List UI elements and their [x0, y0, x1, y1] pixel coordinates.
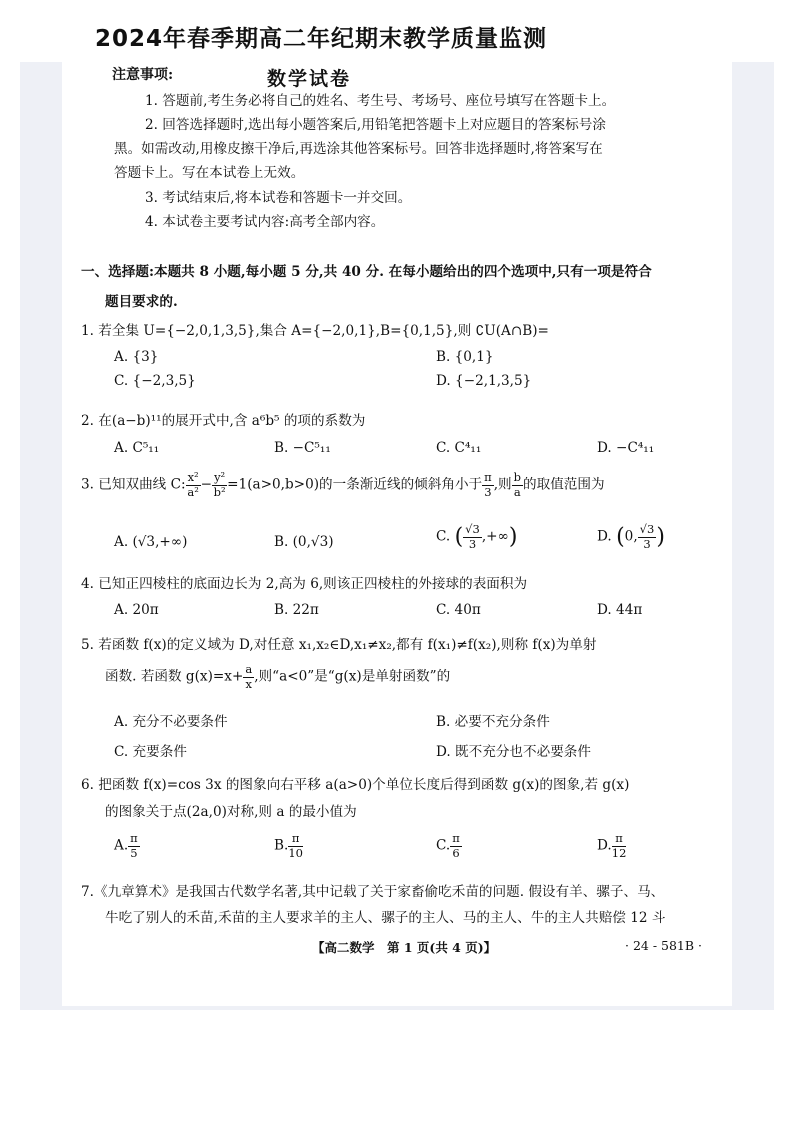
notice-item-2-line-2: 黑。如需改动,用橡皮擦干净后,再选涂其他答案标号。回答非选择题时,将答案写在	[114, 141, 603, 157]
notice-item-4: 4. 本试卷主要考试内容:高考全部内容。	[145, 214, 385, 230]
q4-option-c: C. 40π	[436, 602, 481, 618]
question-5-line-2: 函数. 若函数 g(x)=x+ $\frac{a}{x}$ ,则“a<0”是“g(x)是单射函数”的	[105, 662, 451, 691]
section-1-heading: 一、选择题:本题共 8 小题,每小题 5 分,共 40 分. 在每小题给出的四个选项中,只有一项是符合	[81, 264, 652, 280]
q1-option-d: D. {−2,1,3,5}	[436, 373, 532, 389]
question-7-line-2: 牛吃了别人的禾苗,禾苗的主人要求羊的主人、骡子的主人、马的主人、牛的主人共赔偿 12 斗	[105, 910, 666, 926]
notice-item-2-line-1: 2. 回答选择题时,选出每小题答案后,用铅笔把答题卡上对应题目的答案标号涂	[145, 117, 606, 133]
exam-title: 2024年春季期高二年纪期末教学质量监测	[95, 26, 548, 52]
q6-option-c: C. $\frac{\pi}{6}$	[436, 831, 460, 860]
q3-option-d: D. (0, $\frac{√3}{3}$ )	[597, 522, 665, 551]
section-1-heading-cont: 题目要求的.	[105, 294, 178, 310]
q6-option-b: B. $\frac{\pi}{10}$	[274, 831, 303, 860]
q3-option-a: A. (√3,+∞)	[114, 534, 188, 550]
q3-fraction-y2-b2: $\frac{\text{y²}}{\text{b²}}$	[213, 470, 226, 499]
q6-option-d: D. $\frac{\pi}{12}$	[597, 831, 627, 860]
q5-option-d: D. 既不充分也不必要条件	[436, 744, 591, 760]
question-3-stem	[81, 472, 605, 498]
q3-option-b: B. (0,√3)	[274, 534, 334, 550]
q1-option-a: A. {3}	[114, 349, 159, 365]
q3-fraction-pi-3: $\frac{\pi}{3}$	[484, 470, 492, 499]
q4-option-a: A. 20π	[114, 602, 159, 618]
question-5-line-1: 5. 若函数 f(x)的定义域为 D,对任意 x₁,x₂∈D,x₁≠x₂,都有 f(x₁)≠f(x₂),则称 f(x)为单射	[81, 637, 597, 653]
q2-option-c: C. C⁴₁₁	[436, 440, 482, 456]
question-7-line-1: 7.《九章算术》是我国古代数学名著,其中记载了关于家畜偷吃禾苗的问题. 假设有羊、骡子、马、	[81, 884, 665, 900]
question-4-stem: 4. 已知正四棱柱的底面边长为 2,高为 6,则该正四棱柱的外接球的表面积为	[81, 576, 528, 592]
q6-a-fraction: $\frac{\pi}{5}$	[130, 831, 138, 860]
q5-option-b: B. 必要不充分条件	[436, 714, 550, 730]
q3-fraction-b-a: $\frac{b}{a}$	[513, 470, 522, 499]
notice-item-2-line-3: 答题卡上。写在本试卷上无效。	[114, 165, 305, 181]
q6-d-fraction: $\frac{\pi}{12}$	[611, 831, 627, 860]
question-6-line-2: 的图象关于点(2a,0)对称,则 a 的最小值为	[105, 804, 357, 820]
q3-fraction-x2-a2: $\frac{\text{x²}}{\text{a²}}$	[187, 470, 199, 499]
notice-heading: 注意事项:	[112, 67, 174, 83]
q5-option-c: C. 充要条件	[114, 744, 187, 760]
exam-page	[62, 62, 732, 1006]
q6-c-fraction: $\frac{\pi}{6}$	[452, 831, 460, 860]
q5-fraction-a-x: $\frac{a}{x}$	[245, 662, 253, 691]
q3-text-3: ,则	[493, 476, 512, 493]
question-6-line-1: 6. 把函数 f(x)=cos 3x 的图象向右平移 a(a>0)个单位长度后得到函数 g(x)的图象,若 g(x)	[81, 777, 630, 793]
q1-option-c: C. {−2,3,5}	[114, 373, 196, 389]
notice-item-1: 1. 答题前,考生务必将自己的姓名、考生号、考场号、座位号填写在答题卡上。	[145, 93, 616, 109]
q6-option-a: A. $\frac{\pi}{5}$	[114, 831, 138, 860]
q4-option-b: B. 22π	[274, 602, 319, 618]
q3-option-c: C. ( $\frac{√3}{3}$ ,+∞)	[436, 522, 518, 551]
q3-d-fraction: $\frac{√3}{3}$	[639, 522, 655, 551]
q2-option-b: B. −C⁵₁₁	[274, 440, 331, 456]
q3-text-2: =1(a>0,b>0)的一条渐近线的倾斜角小于	[227, 476, 483, 493]
q3-text-4: 的取值范围为	[523, 476, 605, 493]
q3-minus: −	[200, 476, 213, 493]
q1-option-b: B. {0,1}	[436, 349, 494, 365]
page-footer: 【高二数学 第 1 页(共 4 页)】	[312, 940, 497, 955]
subject-title: 数学试卷	[267, 68, 352, 90]
notice-item-3: 3. 考试结束后,将本试卷和答题卡一并交回。	[145, 190, 412, 206]
q3-c-fraction: $\frac{√3}{3}$	[465, 522, 480, 551]
question-1-stem: 1. 若全集 U={−2,0,1,3,5},集合 A={−2,0,1},B={0,1,5},则 ∁U(A∩B)=	[81, 323, 549, 339]
q2-option-d: D. −C⁴₁₁	[597, 440, 655, 456]
q5-option-a: A. 充分不必要条件	[114, 714, 228, 730]
question-2-stem: 2. 在(a−b)¹¹的展开式中,含 a⁶b⁵ 的项的系数为	[81, 413, 366, 429]
q2-option-a: A. C⁵₁₁	[114, 440, 160, 456]
q4-option-d: D. 44π	[597, 602, 643, 618]
q3-text-1: 3. 已知双曲线 C:	[81, 476, 186, 493]
paper-code: · 24 - 581B ·	[625, 938, 703, 953]
q6-b-fraction: $\frac{\pi}{10}$	[288, 831, 303, 860]
